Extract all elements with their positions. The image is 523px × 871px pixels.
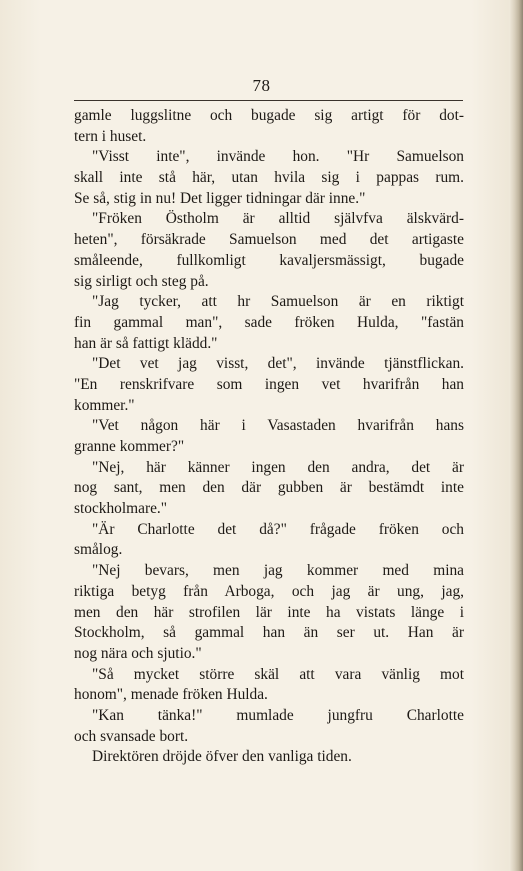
text-line: nog nära och sjutio." <box>74 644 202 662</box>
text-line: "Det vet jag visst, det", invände tjänstflickan. <box>92 355 464 373</box>
text-line: tern i huset. <box>74 127 147 145</box>
text-line: "Vet någon här i Vasastaden hvarifrån hans <box>92 417 464 435</box>
page-number: 78 <box>252 76 271 95</box>
text-line: "Är Charlotte det då?" frågade fröken och <box>92 520 464 538</box>
text-line: "Nej bevars, men jag kommer med mina <box>92 562 464 580</box>
text-line: men den här strofilen lär inte ha vistats länge i <box>74 603 464 621</box>
text-line: "Nej, här känner ingen den andra, det är <box>92 458 464 476</box>
text-line: Stockholm, så gammal han än ser ut. Han är <box>74 624 464 642</box>
text-line: nog sant, men den där gubben är bestämdt inte <box>74 479 464 497</box>
text-line: Se så, stig in nu! Det ligger tidningar där inne." <box>74 189 366 207</box>
text-line: honom", menade fröken Hulda. <box>74 686 268 704</box>
text-line: heten", försäkrade Samuelson med det artigaste <box>74 231 464 249</box>
body-text <box>74 106 464 768</box>
text-line: stockholmare." <box>74 500 168 518</box>
text-line: granne kommer?" <box>74 438 185 455</box>
header-rule <box>74 100 463 101</box>
text-line: Direktören dröjde öfver den vanliga tiden. <box>92 748 352 766</box>
text-line: smålog. <box>74 541 123 559</box>
text-line: kommer." <box>74 396 135 414</box>
text-line: "Jag tycker, att hr Samuelson är en riktigt <box>92 293 464 311</box>
text-line: skall inte stå här, utan hvila sig i pappas rum. <box>74 169 464 187</box>
text-line: "Kan tänka!" mumlade jungfru Charlotte <box>92 706 464 724</box>
text-line: "En renskrifvare som ingen vet hvarifrån han <box>74 375 464 393</box>
text-line: "Så mycket större skäl att vara vänlig mot <box>92 665 464 683</box>
page-edge <box>509 0 523 871</box>
text-line: "Fröken Östholm är alltid självfva älskvärd- <box>92 210 464 228</box>
text-line: "Visst inte", invände hon. "Hr Samuelson <box>92 148 464 166</box>
text-line: småleende, fullkomligt kavaljersmässigt, bugade <box>74 251 464 269</box>
text-line: riktiga betyg från Arboga, och jag är ung, jag, <box>74 582 464 600</box>
text-line: han är så fattigt klädd." <box>74 334 218 352</box>
text-line: och svansade bort. <box>74 727 189 745</box>
text-line: gamle luggslitne och bugade sig artigt för dot- <box>74 107 464 124</box>
text-line: sig sirligt och steg på. <box>74 272 209 290</box>
text-line: fin gammal man", sade fröken Hulda, "fastän <box>74 313 464 331</box>
